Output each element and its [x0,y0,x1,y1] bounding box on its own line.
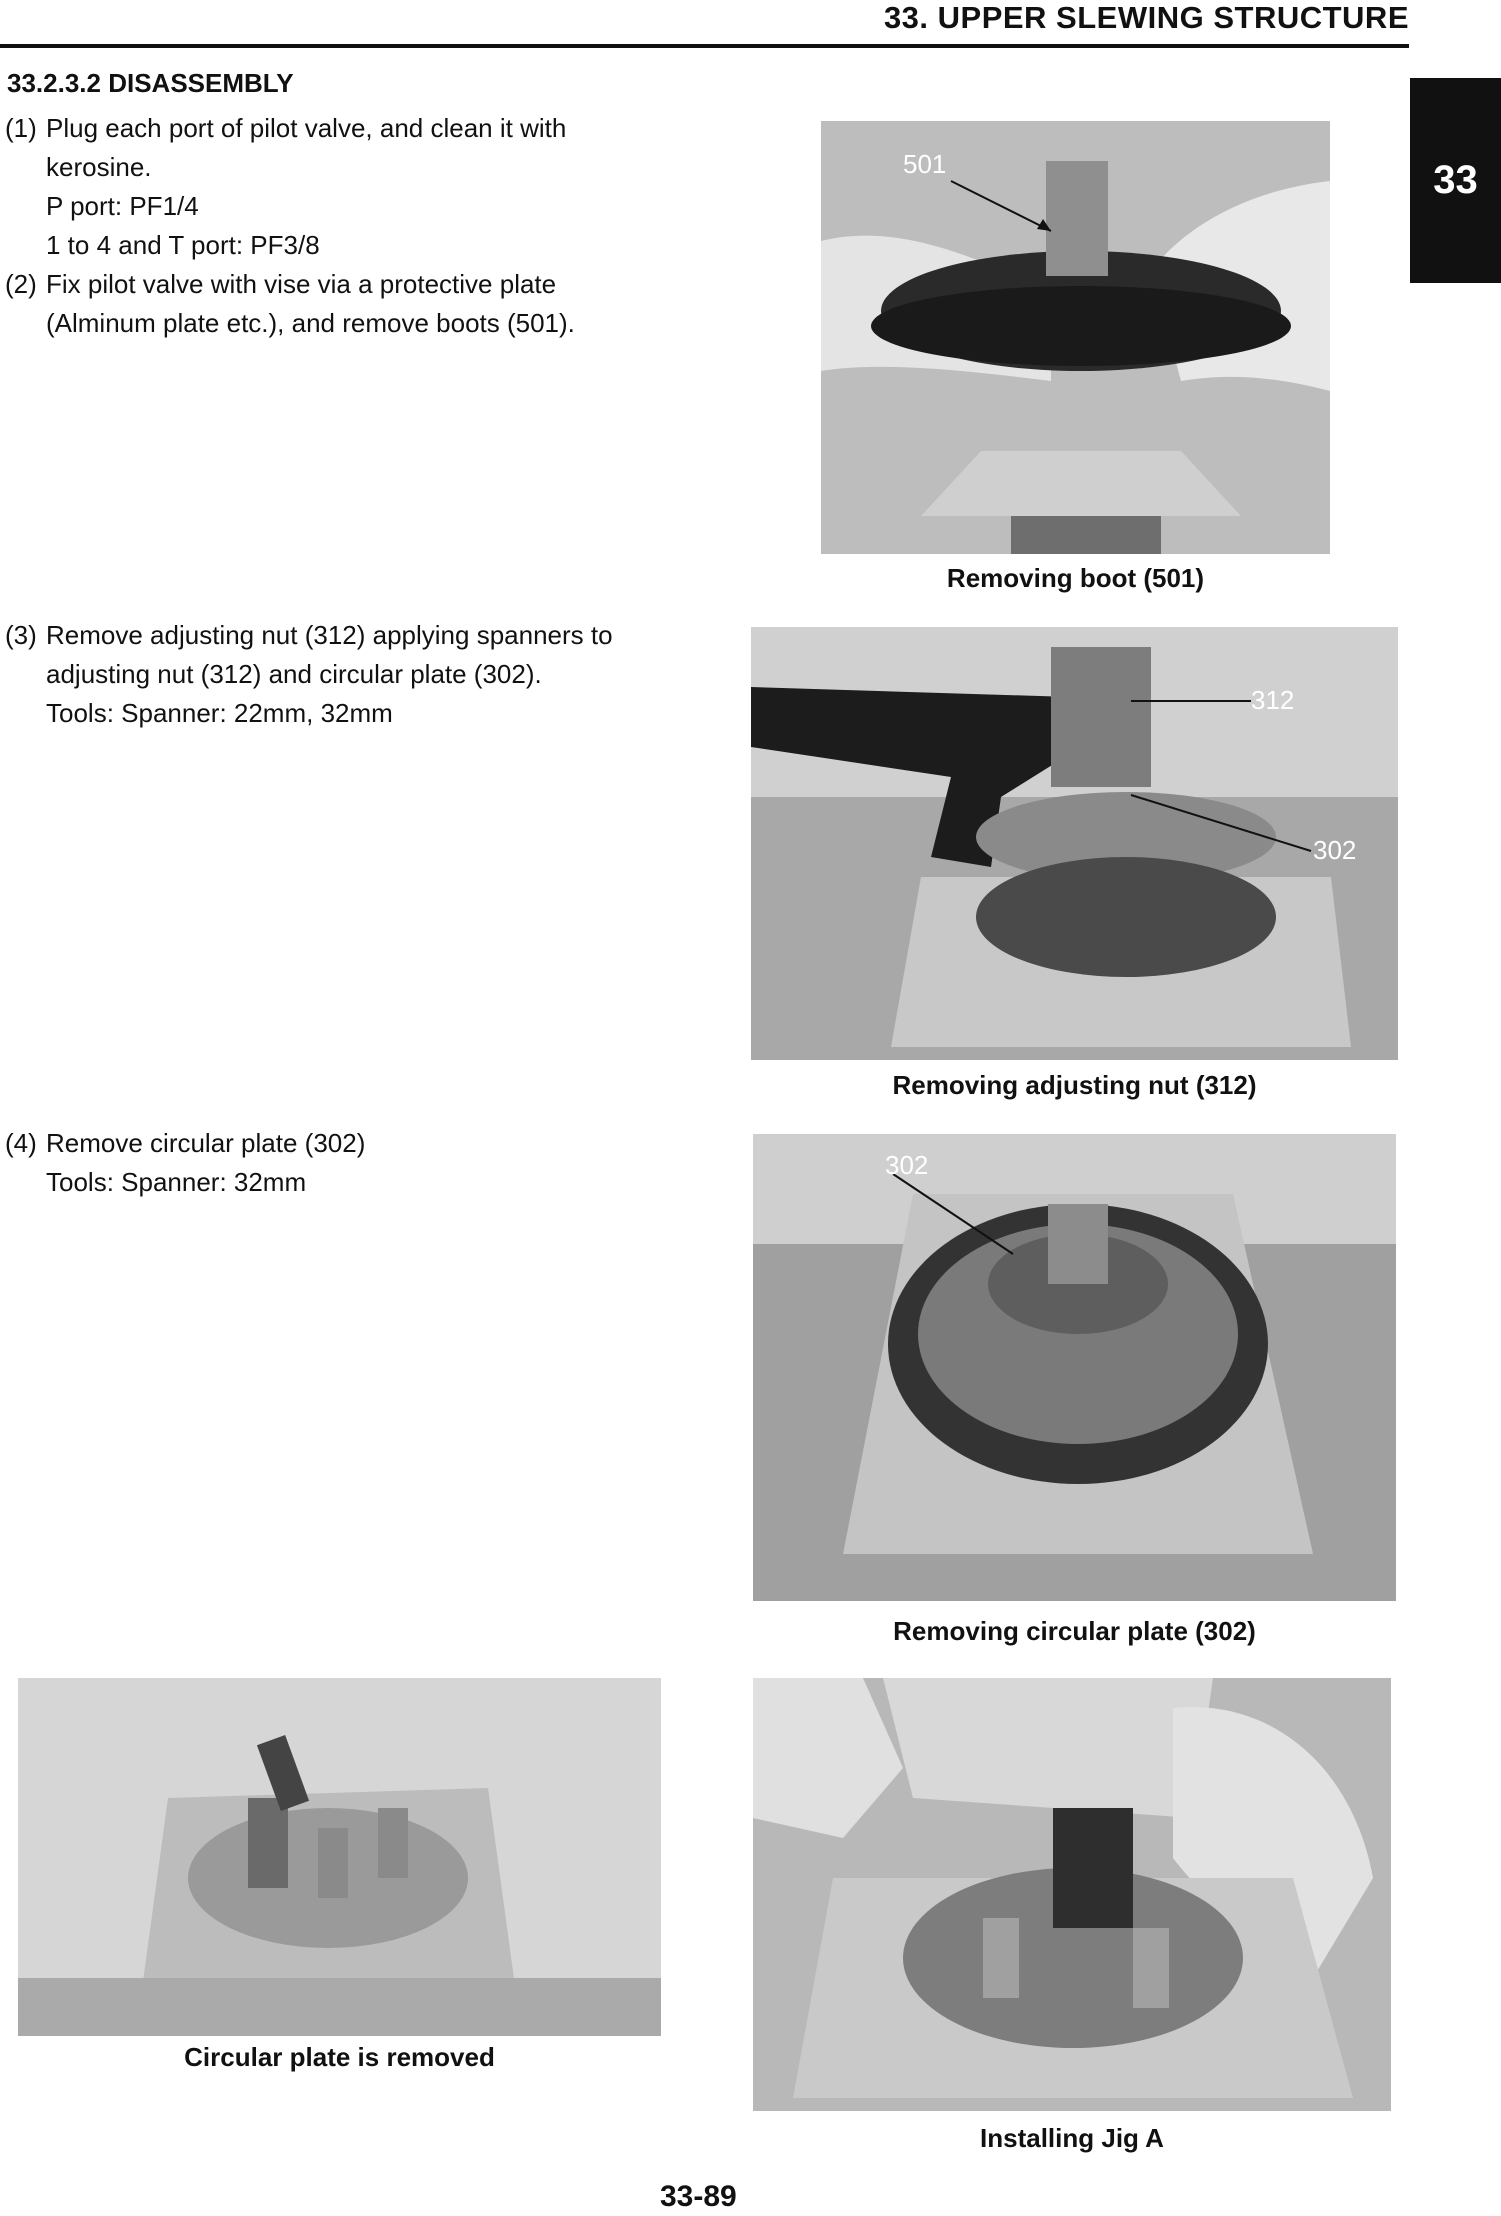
step-text: Fix pilot valve with vise via a protective plate [46,269,557,299]
photo-removing-adjusting-nut [751,627,1398,1060]
step-text: (Alminum plate etc.), and remove boots (501). [46,308,575,338]
figure-caption: Removing boot (501) [946,563,1205,593]
section-heading: 33.2.3.2 DISASSEMBLY [7,68,294,98]
figure-caption: Removing circular plate (302) [893,1616,1256,1646]
step-1 [7,109,675,265]
photo-installing-jig-a [753,1678,1391,2111]
step-text: Tools: Spanner: 22mm, 32mm [46,698,393,728]
step-number: (2) [5,269,37,299]
callout-label: 312 [1251,685,1295,715]
step-number: (4) [5,1128,37,1158]
step-number: (3) [5,620,37,650]
step-3 [7,616,675,733]
callout-label: 302 [885,1150,929,1180]
step-text: P port: PF1/4 [46,191,199,221]
figure-caption: Installing Jig A [980,2123,1164,2153]
step-text: Tools: Spanner: 32mm [46,1167,307,1197]
step-text: 1 to 4 and T port: PF3/8 [46,230,320,260]
step-number: (1) [5,113,37,143]
callout-label: 302 [1313,835,1357,865]
header-rule [0,44,1409,48]
step-text: Remove circular plate (302) [46,1128,366,1158]
photo-circular-plate-removed [18,1678,661,2036]
step-text: Plug each port of pilot valve, and clean it with [46,113,567,143]
page-number: 33-89 [660,2180,737,2213]
step-text: kerosine. [46,152,152,182]
step-2 [7,265,675,343]
figure-caption: Circular plate is removed [184,2042,495,2072]
photo-removing-boot [821,121,1330,554]
step-4 [7,1124,675,1202]
figure-caption: Removing adjusting nut (312) [892,1070,1257,1100]
page-header-title: 33. UPPER SLEWING STRUCTURE [883,0,1409,35]
chapter-tab: 33 [1410,78,1501,283]
callout-label: 501 [903,149,947,179]
photo-removing-circular-plate [753,1134,1396,1601]
step-text: Remove adjusting nut (312) applying spanners to [46,620,613,650]
step-text: adjusting nut (312) and circular plate (302). [46,659,542,689]
